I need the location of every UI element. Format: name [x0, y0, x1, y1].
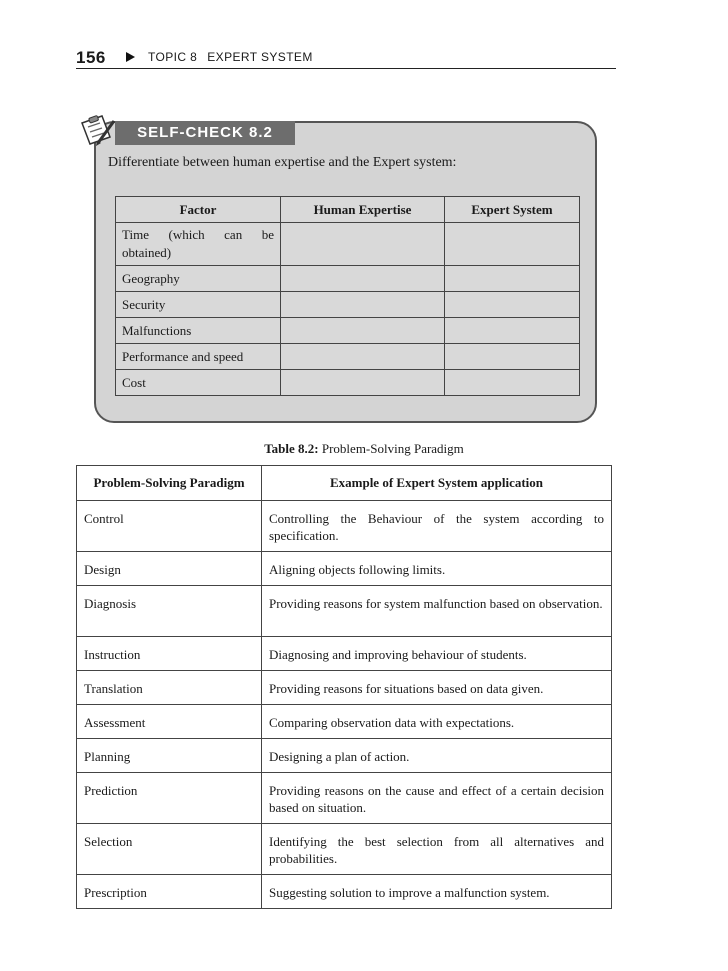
paradigm-cell: Prediction — [77, 773, 262, 824]
page-number: 156 — [76, 48, 106, 67]
paradigm-cell: Selection — [77, 824, 262, 875]
example-cell: Identifying the best selection from all alternatives and probabilities. — [262, 824, 612, 875]
table-row — [77, 552, 612, 586]
answer-cell — [281, 223, 445, 266]
header-topic — [148, 50, 313, 64]
answer-cell — [445, 344, 580, 370]
answer-cell — [281, 318, 445, 344]
paradigm-cell: Control — [77, 501, 262, 552]
table-row — [77, 586, 612, 637]
paradigm-cell: Translation — [77, 671, 262, 705]
factor-cell: Cost — [116, 370, 281, 396]
example-cell: Providing reasons for situations based on data given. — [262, 671, 612, 705]
col-factor: Factor — [116, 197, 281, 223]
table-row — [77, 824, 612, 875]
answer-cell — [445, 318, 580, 344]
table-row — [77, 773, 612, 824]
paradigm-cell: Assessment — [77, 705, 262, 739]
caption-text: Problem-Solving Paradigm — [321, 441, 464, 456]
table-caption — [0, 441, 728, 457]
table-row — [116, 318, 580, 344]
paradigm-header-row — [77, 466, 612, 501]
paradigm-cell: Instruction — [77, 637, 262, 671]
col-expert-system: Expert System — [445, 197, 580, 223]
paradigm-cell: Diagnosis — [77, 586, 262, 637]
caption-label: Table 8.2: — [264, 441, 319, 456]
example-cell: Diagnosing and improving behaviour of students. — [262, 637, 612, 671]
answer-cell — [281, 266, 445, 292]
paradigm-cell: Planning — [77, 739, 262, 773]
triangle-arrow-icon — [126, 52, 135, 62]
answer-cell — [281, 292, 445, 318]
table-row — [77, 671, 612, 705]
col-paradigm: Problem-Solving Paradigm — [77, 466, 262, 501]
example-cell: Aligning objects following limits. — [262, 552, 612, 586]
factor-cell: Geography — [116, 266, 281, 292]
example-cell: Controlling the Behaviour of the system according to specification. — [262, 501, 612, 552]
table-row — [77, 875, 612, 909]
table-row — [77, 637, 612, 671]
col-example: Example of Expert System application — [262, 466, 612, 501]
answer-cell — [445, 266, 580, 292]
example-cell: Designing a plan of action. — [262, 739, 612, 773]
self-check-label: SELF-CHECK 8.2 — [115, 121, 295, 145]
topic-number: TOPIC 8 — [148, 50, 198, 64]
example-cell: Suggesting solution to improve a malfunction system. — [262, 875, 612, 909]
answer-cell — [445, 223, 580, 266]
self-check-header-row — [116, 197, 580, 223]
example-cell: Providing reasons for system malfunction based on observation. — [262, 586, 612, 637]
factor-cell: Performance and speed — [116, 344, 281, 370]
table-row — [116, 223, 580, 266]
self-check-table — [115, 196, 580, 396]
answer-cell — [445, 292, 580, 318]
paradigm-cell: Design — [77, 552, 262, 586]
paradigm-table — [76, 465, 612, 909]
example-cell: Comparing observation data with expectations. — [262, 705, 612, 739]
table-row — [116, 292, 580, 318]
clipboard-check-icon — [76, 113, 118, 151]
answer-cell — [281, 370, 445, 396]
paradigm-cell: Prescription — [77, 875, 262, 909]
table-row — [116, 370, 580, 396]
running-header — [76, 46, 616, 69]
col-human-expertise: Human Expertise — [281, 197, 445, 223]
topic-title: EXPERT SYSTEM — [207, 50, 313, 64]
example-cell: Providing reasons on the cause and effect of a certain decision based on situation. — [262, 773, 612, 824]
table-row — [77, 739, 612, 773]
factor-cell: Malfunctions — [116, 318, 281, 344]
table-row — [77, 501, 612, 552]
table-row — [116, 344, 580, 370]
table-row — [77, 705, 612, 739]
answer-cell — [281, 344, 445, 370]
answer-cell — [445, 370, 580, 396]
factor-cell: Time (which can be obtained) — [116, 223, 281, 266]
table-row — [116, 266, 580, 292]
factor-cell: Security — [116, 292, 281, 318]
self-check-instruction: Differentiate between human expertise and the Expert system: — [108, 155, 457, 170]
